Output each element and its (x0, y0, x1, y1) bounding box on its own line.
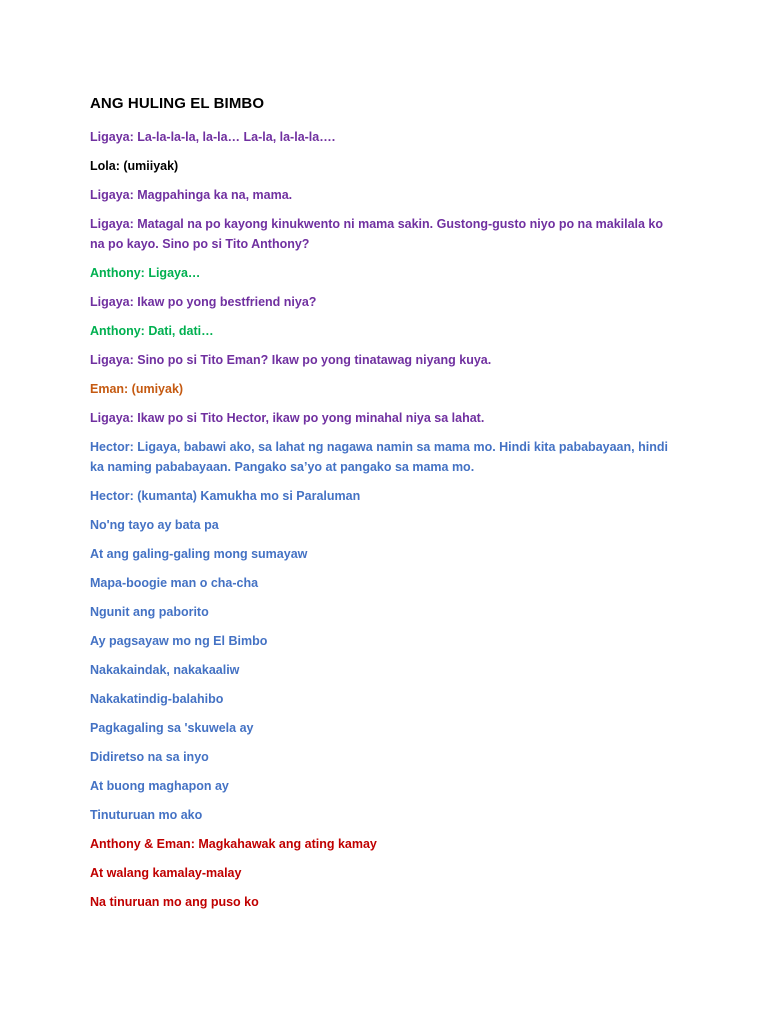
script-line-hector: Nakakatindig-balahibo (90, 692, 224, 706)
script-line-hector: Ngunit ang paborito (90, 605, 209, 619)
script-line-hector: No'ng tayo ay bata pa (90, 518, 219, 532)
script-line-ligaya: Ligaya: Ikaw po yong bestfriend niya? (90, 295, 317, 309)
script-line-ligaya: Ligaya: Matagal na po kayong kinukwento ni mama sakin. Gustong-gusto niyo po na makilala ko na po kayo. Sino po si Tito Anthony? (90, 217, 664, 251)
script-line-hector: Hector: Ligaya, babawi ako, sa lahat ng nagawa namin sa mama mo. Hindi kita pababayaan, hindi ka naming pababayaan. Pangako sa’yo at pangako sa mama mo. (90, 440, 668, 474)
script-line-hector: Ay pagsayaw mo ng El Bimbo (90, 634, 268, 648)
script-line-ligaya: Ligaya: La-la-la-la, la-la… La-la, la-la-la…. (90, 130, 336, 144)
script-line-ligaya: Ligaya: Sino po si Tito Eman? Ikaw po yong tinatawag niyang kuya. (90, 353, 492, 367)
script-line-hector: Hector: (kumanta) Kamukha mo si Paraluman (90, 489, 361, 503)
script-line-hector: Nakakaindak, nakakaaliw (90, 663, 240, 677)
script-line-hector: Pagkagaling sa 'skuwela ay (90, 721, 254, 735)
script-line-anthony: Anthony: Dati, dati… (90, 324, 214, 338)
script-line-hector: At buong maghapon ay (90, 779, 229, 793)
script-line-anthony: Anthony: Ligaya… (90, 266, 201, 280)
document-title: ANG HULING EL BIMBO (90, 95, 265, 112)
script-line-duet: Anthony & Eman: Magkahawak ang ating kamay (90, 837, 377, 851)
script-line-ligaya: Ligaya: Ikaw po si Tito Hector, ikaw po yong minahal niya sa lahat. (90, 411, 485, 425)
script-line-duet: At walang kamalay-malay (90, 866, 242, 880)
script-line-ligaya: Ligaya: Magpahinga ka na, mama. (90, 188, 293, 202)
script-line-hector: At ang galing-galing mong sumayaw (90, 547, 308, 561)
script-line-hector: Mapa-boogie man o cha-cha (90, 576, 259, 590)
script-lines (90, 127, 680, 921)
script-line-eman: Eman: (umiyak) (90, 382, 184, 396)
script-line-lola: Lola: (umiiyak) (90, 159, 179, 173)
script-line-hector: Didiretso na sa inyo (90, 750, 209, 764)
script-line-duet: Na tinuruan mo ang puso ko (90, 895, 259, 909)
script-line-hector: Tinuturuan mo ako (90, 808, 203, 822)
